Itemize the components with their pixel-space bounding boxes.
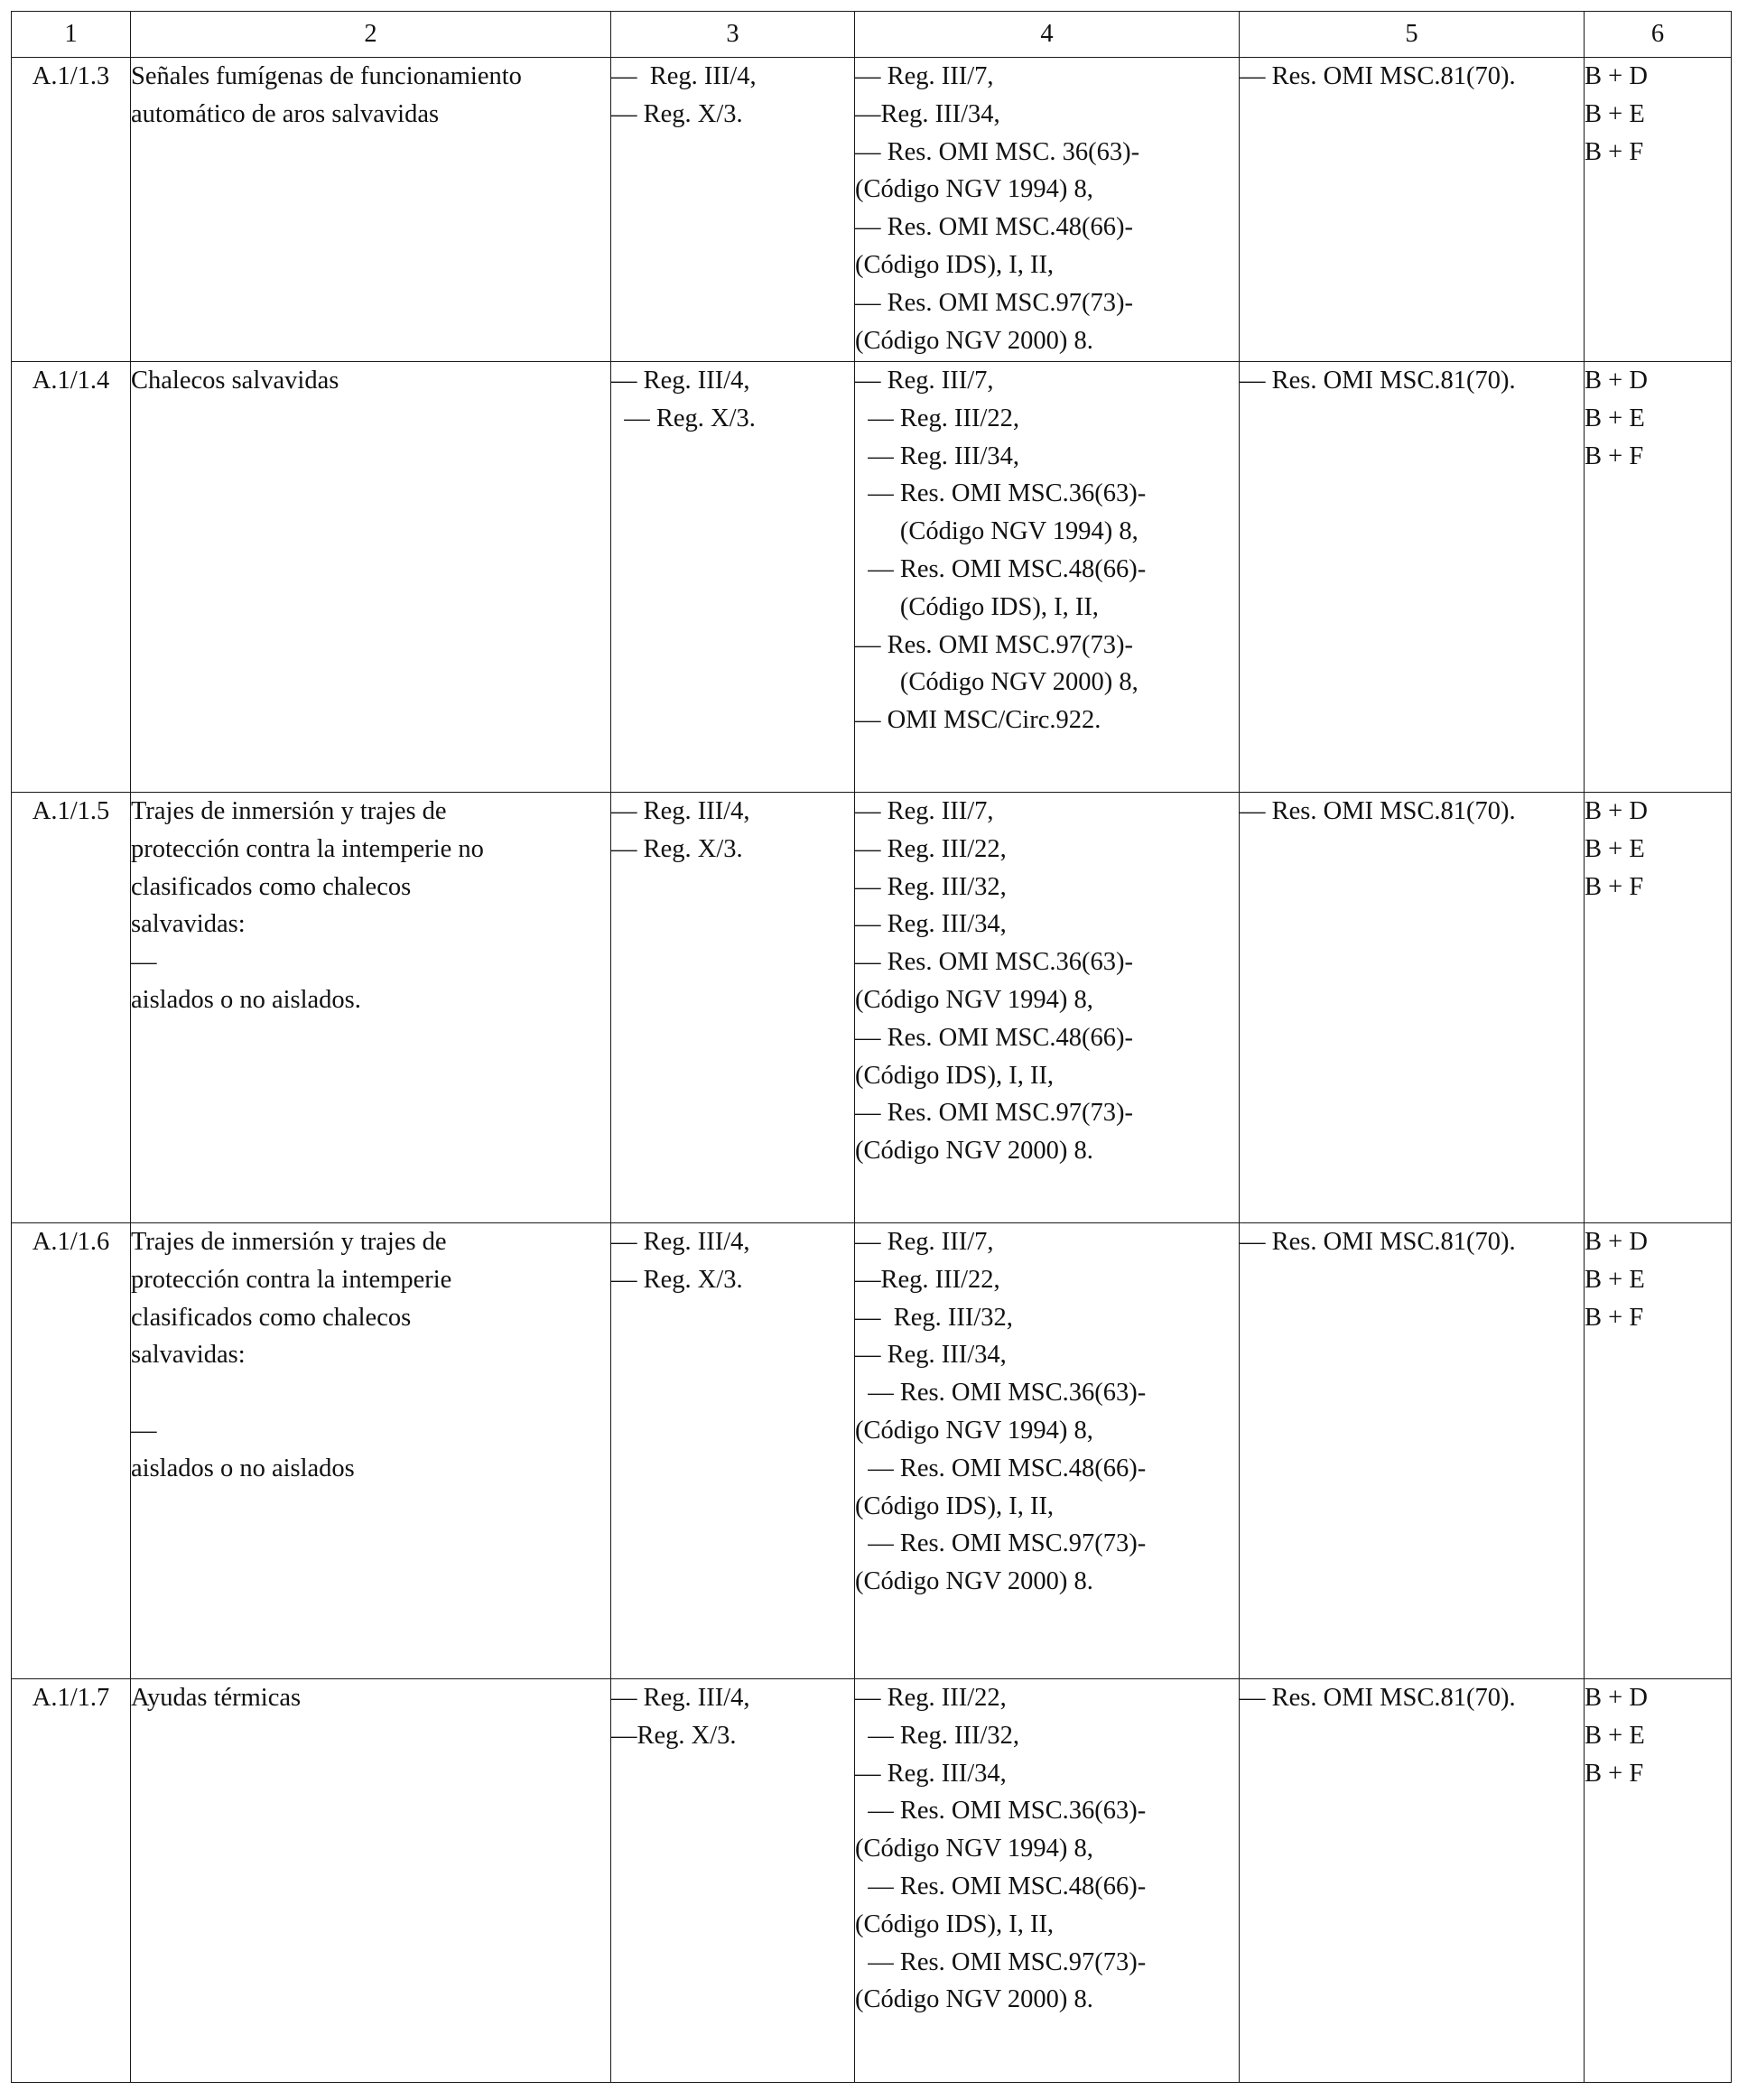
item-code-cell bbox=[12, 793, 131, 1223]
description-line: clasificados como chalecos bbox=[131, 872, 412, 901]
testing-standards-cell bbox=[1240, 58, 1585, 362]
regulation-line: — Reg. III/32, bbox=[855, 872, 1007, 901]
table-row bbox=[12, 793, 1732, 1223]
module-line: B + F bbox=[1585, 1303, 1644, 1332]
item-description-cell bbox=[131, 58, 611, 362]
item-code-cell bbox=[12, 1223, 131, 1679]
description-line: Trajes de inmersión y trajes de bbox=[131, 797, 447, 825]
regulation-line: — Res. OMI MSC.48(66)- bbox=[855, 1872, 1147, 1900]
regulation-line: (Código NGV 1994) 8, bbox=[855, 517, 1139, 546]
table-header-row bbox=[12, 12, 1732, 58]
module-line: B + F bbox=[1585, 441, 1644, 470]
testing-standards-cell bbox=[1240, 362, 1585, 793]
regulation-line: —Reg. III/34, bbox=[855, 99, 1000, 128]
module-line: B + D bbox=[1585, 1684, 1648, 1712]
item-code: A.1/1.5 bbox=[32, 797, 110, 825]
regulation-line: —Reg. III/22, bbox=[855, 1265, 1000, 1294]
solas-regulation-cell bbox=[611, 58, 855, 362]
regulation-line: — Reg. III/22, bbox=[855, 834, 1007, 863]
testing-standards-cell bbox=[1240, 793, 1585, 1223]
item-code-cell bbox=[12, 58, 131, 362]
description-line: automático de aros salvavidas bbox=[131, 99, 440, 128]
description-spacer bbox=[131, 1374, 610, 1412]
item-code-cell bbox=[12, 362, 131, 793]
regulation-line: (Código NGV 1994) 8, bbox=[855, 985, 1093, 1014]
applicable-regulations-cell bbox=[855, 58, 1240, 362]
regulation-line: — Res. OMI MSC.48(66)- bbox=[855, 554, 1147, 583]
regulation-line: — Res. OMI MSC.97(73)- bbox=[855, 630, 1133, 659]
solas-regulation-cell bbox=[611, 793, 855, 1223]
description-line: Trajes de inmersión y trajes de bbox=[131, 1228, 447, 1256]
regulation-line: — Reg. III/4, bbox=[611, 1684, 750, 1712]
item-code: A.1/1.7 bbox=[32, 1684, 110, 1712]
regulation-line: — Reg. III/32, bbox=[855, 1303, 1013, 1332]
description-line: aislados o no aislados. bbox=[131, 985, 361, 1014]
regulation-line: — Reg. III/34, bbox=[855, 1759, 1007, 1788]
item-code: A.1/1.3 bbox=[32, 62, 110, 90]
regulation-line: — Reg. X/3. bbox=[611, 99, 743, 128]
testing-standards-cell bbox=[1240, 1679, 1585, 2083]
table-row bbox=[12, 362, 1732, 793]
regulation-line: (Código NGV 2000) 8, bbox=[855, 668, 1139, 697]
applicable-regulations-cell bbox=[855, 1679, 1240, 2083]
regulation-line: (Código NGV 2000) 8. bbox=[855, 1985, 1093, 2014]
module-line: B + E bbox=[1585, 1265, 1645, 1294]
regulation-table bbox=[11, 11, 1732, 2083]
regulation-line: — Reg. III/34, bbox=[855, 441, 1020, 470]
module-line: B + D bbox=[1585, 797, 1648, 825]
description-line: clasificados como chalecos bbox=[131, 1303, 412, 1332]
column-header-2: 2 bbox=[131, 12, 611, 58]
regulation-line: — Reg. III/7, bbox=[855, 62, 994, 90]
testing-standards-cell bbox=[1240, 1223, 1585, 1679]
item-code: A.1/1.6 bbox=[32, 1228, 110, 1256]
regulation-line: (Código NGV 1994) 8, bbox=[855, 1835, 1093, 1863]
module-line: B + E bbox=[1585, 99, 1645, 128]
item-description-cell bbox=[131, 793, 611, 1223]
conformity-modules-cell bbox=[1585, 1679, 1732, 2083]
standard-line: — Res. OMI MSC.81(70). bbox=[1240, 367, 1516, 395]
column-header-4: 4 bbox=[855, 12, 1240, 58]
regulation-line: — Reg. III/34, bbox=[855, 910, 1007, 939]
regulation-line: — Reg. III/4, bbox=[611, 62, 757, 90]
regulation-line: — Reg. X/3. bbox=[611, 834, 743, 863]
regulation-line: — Reg. III/22, bbox=[855, 404, 1020, 432]
regulation-line: — Res. OMI MSC.97(73)- bbox=[855, 1529, 1147, 1558]
regulation-line: — Reg. III/34, bbox=[855, 1341, 1007, 1370]
applicable-regulations-cell bbox=[855, 362, 1240, 793]
regulation-line: (Código NGV 2000) 8. bbox=[855, 326, 1093, 355]
regulation-line: (Código IDS), I, II, bbox=[855, 592, 1099, 621]
conformity-modules-cell bbox=[1585, 793, 1732, 1223]
regulation-line: (Código IDS), I, II, bbox=[855, 1061, 1055, 1090]
solas-regulation-cell bbox=[611, 1223, 855, 1679]
regulation-line: — Reg. III/22, bbox=[855, 1684, 1007, 1712]
item-code: A.1/1.4 bbox=[32, 367, 110, 395]
item-description-cell bbox=[131, 362, 611, 793]
regulation-line: (Código IDS), I, II, bbox=[855, 1491, 1055, 1520]
description-line: Señales fumígenas de funcionamiento bbox=[131, 62, 522, 90]
regulation-line: (Código IDS), I, II, bbox=[855, 1910, 1055, 1938]
column-header-1: 1 bbox=[12, 12, 131, 58]
regulation-line: — Reg. III/4, bbox=[611, 367, 750, 395]
description-line: protección contra la intemperie bbox=[131, 1265, 452, 1294]
regulation-line: (Código IDS), I, II, bbox=[855, 250, 1055, 279]
conformity-modules-cell bbox=[1585, 58, 1732, 362]
module-line: B + E bbox=[1585, 1721, 1645, 1750]
regulation-line: — Reg. III/32, bbox=[855, 1721, 1020, 1750]
regulation-line: — Res. OMI MSC.48(66)- bbox=[855, 213, 1133, 242]
description-line: aislados o no aislados bbox=[131, 1454, 355, 1482]
description-line: — bbox=[131, 948, 157, 977]
standard-line: — Res. OMI MSC.81(70). bbox=[1240, 1228, 1516, 1256]
regulation-line: — Res. OMI MSC.97(73)- bbox=[855, 1947, 1147, 1976]
description-line: salvavidas: bbox=[131, 1341, 246, 1370]
module-line: B + F bbox=[1585, 137, 1644, 166]
regulation-line: — Reg. III/4, bbox=[611, 797, 750, 825]
module-line: B + F bbox=[1585, 872, 1644, 901]
regulation-line: — Res. OMI MSC.36(63)- bbox=[855, 479, 1147, 508]
table-row bbox=[12, 1679, 1732, 2083]
solas-regulation-cell bbox=[611, 1679, 855, 2083]
regulation-line: — OMI MSC/Circ.922. bbox=[855, 706, 1101, 735]
module-line: B + D bbox=[1585, 62, 1648, 90]
conformity-modules-cell bbox=[1585, 362, 1732, 793]
regulation-line: — Reg. III/7, bbox=[855, 1228, 994, 1256]
regulation-line: — Res. OMI MSC. 36(63)- bbox=[855, 137, 1140, 166]
regulation-line: — Res. OMI MSC.97(73)- bbox=[855, 1099, 1133, 1128]
regulation-line: (Código NGV 2000) 8. bbox=[855, 1567, 1093, 1596]
column-header-5: 5 bbox=[1240, 12, 1585, 58]
regulation-line: — Res. OMI MSC.36(63)- bbox=[855, 948, 1133, 977]
regulation-line: — Res. OMI MSC.48(66)- bbox=[855, 1454, 1147, 1482]
regulation-line: — Res. OMI MSC.97(73)- bbox=[855, 288, 1133, 317]
regulation-line: — Res. OMI MSC.36(63)- bbox=[855, 1379, 1147, 1408]
module-line: B + E bbox=[1585, 404, 1645, 432]
applicable-regulations-cell bbox=[855, 793, 1240, 1223]
regulation-line: —Reg. X/3. bbox=[611, 1721, 737, 1750]
solas-regulation-cell bbox=[611, 362, 855, 793]
item-description-cell bbox=[131, 1679, 611, 2083]
regulation-line: — Res. OMI MSC.48(66)- bbox=[855, 1023, 1133, 1052]
regulation-line: — Reg. III/7, bbox=[855, 797, 994, 825]
module-line: B + D bbox=[1585, 1228, 1648, 1256]
description-line: — bbox=[131, 1416, 157, 1445]
regulation-line: — Res. OMI MSC.36(63)- bbox=[855, 1797, 1147, 1826]
item-code-cell bbox=[12, 1679, 131, 2083]
regulation-line: (Código NGV 1994) 8, bbox=[855, 1416, 1093, 1445]
column-header-3: 3 bbox=[611, 12, 855, 58]
description-line: Ayudas térmicas bbox=[131, 1684, 302, 1712]
regulation-line: — Reg. X/3. bbox=[611, 404, 756, 432]
item-description-cell bbox=[131, 1223, 611, 1679]
column-header-6: 6 bbox=[1585, 12, 1732, 58]
regulation-line: (Código NGV 2000) 8. bbox=[855, 1137, 1093, 1166]
table-row bbox=[12, 1223, 1732, 1679]
applicable-regulations-cell bbox=[855, 1223, 1240, 1679]
conformity-modules-cell bbox=[1585, 1223, 1732, 1679]
standard-line: — Res. OMI MSC.81(70). bbox=[1240, 797, 1516, 825]
regulation-line: — Reg. III/4, bbox=[611, 1228, 750, 1256]
description-line: salvavidas: bbox=[131, 910, 246, 939]
standard-line: — Res. OMI MSC.81(70). bbox=[1240, 62, 1516, 90]
module-line: B + D bbox=[1585, 367, 1648, 395]
regulation-line: — Reg. III/7, bbox=[855, 367, 994, 395]
regulation-line: (Código NGV 1994) 8, bbox=[855, 175, 1093, 204]
module-line: B + F bbox=[1585, 1759, 1644, 1788]
table-row bbox=[12, 58, 1732, 362]
standard-line: — Res. OMI MSC.81(70). bbox=[1240, 1684, 1516, 1712]
description-line: Chalecos salvavidas bbox=[131, 367, 339, 395]
regulation-line: — Reg. X/3. bbox=[611, 1265, 743, 1294]
module-line: B + E bbox=[1585, 834, 1645, 863]
description-line: protección contra la intemperie no bbox=[131, 834, 484, 863]
